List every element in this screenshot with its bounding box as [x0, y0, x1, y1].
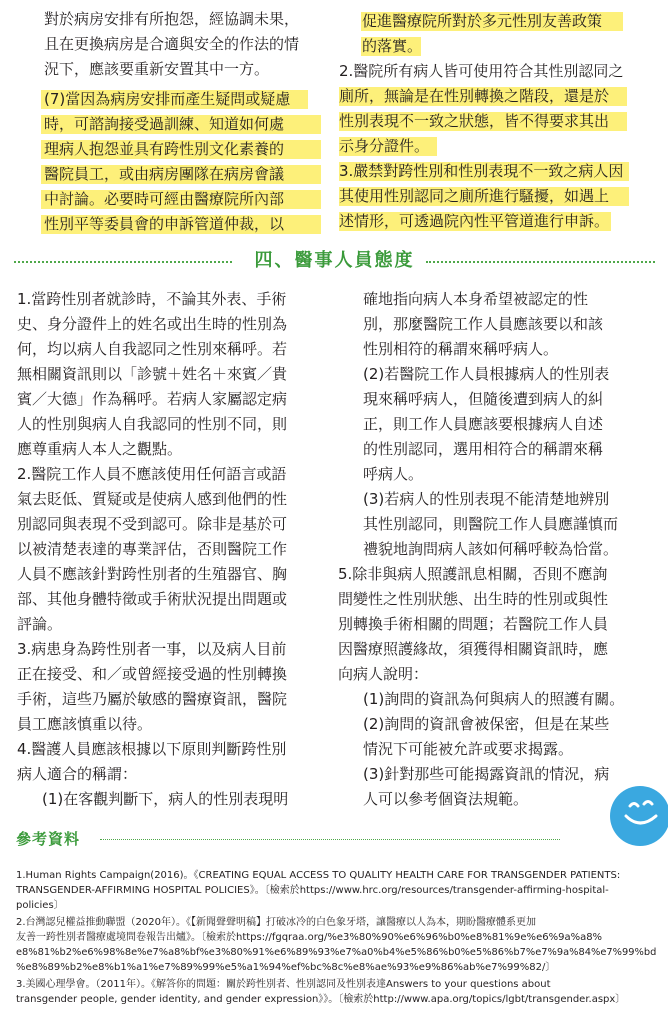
paragraph-line: 示身分證件。: [339, 137, 430, 155]
reference-line: 友善一跨性別者醫療處境問卷報告出爐》。〔檢索於https://fgqraa.org/%e3%80%90%e6%96%b0%e8%81%9e%e6%9a%a8%: [16, 932, 603, 943]
paragraph-line: 正在接受、和／或曾經接受過的性別轉換: [17, 665, 288, 683]
paragraph-line: 性別平等委員會的申訴管道仲裁，以: [44, 215, 285, 233]
paragraph-line: 況下，應該要重新安置其中一方。: [44, 60, 270, 78]
paragraph-line: 3.嚴禁對跨性別和性別表現不一致之病人因: [339, 162, 624, 180]
paragraph-line: 且在更換病房是合適與安全的作法的情: [44, 35, 300, 53]
paragraph-line: 5.除非與病人照護訊息相關，否則不應詢: [338, 565, 608, 583]
paragraph-line: 1.當跨性別者就診時，不論其外表、手術: [17, 290, 287, 308]
paragraph-line: 廁所，無論是在性別轉換之階段，還是於: [339, 87, 610, 105]
paragraph-line: 史、身分證件上的姓名或出生時的性別為: [17, 315, 288, 333]
section-heading: [14, 248, 655, 274]
paragraph-line: (2)若醫院工作人員根據病人的性別表: [363, 365, 610, 383]
paragraph-line: 醫院員工，或由病房團隊在病房會議: [44, 165, 285, 183]
divider: [426, 261, 655, 263]
divider: [100, 839, 560, 840]
paragraph-line: 正，則工作人員應該要根據病人自述: [363, 415, 604, 433]
paragraph-line: 以被清楚表達的專業評估，否則醫院工作: [17, 540, 288, 558]
paragraph-line: 病人適合的稱謂：: [17, 765, 138, 783]
reference-line: TRANSGENDER-AFFIRMING HOSPITAL POLICIES》。〔檢索於https://www.hrc.org/resources/transgender-affirming-hospital-: [16, 885, 609, 896]
reference-line: policies〕: [16, 900, 64, 911]
paragraph-line: 其使用性別認同之廁所進行騷擾，如遇上: [339, 187, 610, 205]
reference-line: 3.美國心理學會。（2011年）。《解答你的問題：關於跨性別者、性別認同及性別表達Answers to your questions about: [16, 979, 551, 990]
paragraph-line: 呼病人。: [363, 465, 424, 483]
paragraph-line: 述情形，可透過院內性平管道進行申訴。: [339, 212, 610, 230]
paragraph-line: 無相關資訊則以「診號＋姓名＋來賓／貴: [17, 365, 288, 383]
paragraph-line: 促進醫療院所對於多元性別友善政策: [362, 12, 603, 30]
paragraph-line: 員工應該慎重以待。: [17, 715, 153, 733]
paragraph-line: 別，那麼醫院工作人員應該要以和該: [363, 315, 604, 333]
paragraph-line: 的落實。: [362, 37, 423, 55]
paragraph-line: 對於病房安排有所抱怨，經協調未果，: [44, 10, 300, 28]
paragraph-line: 4.醫護人員應該根據以下原則判斷跨性別: [17, 740, 287, 758]
reference-line: 2.台灣認兒權益推動聯盟（2020年）。《【新聞聲聲明稿】打破冰冷的白色象牙塔，讓醫療以人為本，期盼醫療體系更加: [16, 917, 536, 928]
reference-line: %e8%89%b2%e8%b1%a1%e7%89%99%e5%a1%94%ef%bc%8c%e8%ae%93%e9%86%ab%e7%99%82/〕: [16, 962, 556, 973]
paragraph-line: 問變性之性別狀態、出生時的性別或與性: [338, 590, 609, 608]
paragraph-line: (7)當因為病房安排而產生疑問或疑慮: [44, 90, 291, 108]
paragraph-line: 人的性別與病人自我認同的性別不同，則: [17, 415, 288, 433]
paragraph-line: 向病人說明：: [338, 665, 429, 683]
references-title: 參考資料: [16, 830, 81, 848]
reference-line: 1.Human Rights Campaign(2016)。《CREATING EQUAL ACCESS TO QUALITY HEALTH CARE FOR TRANSGENDER PATIENTS:: [16, 870, 621, 881]
paragraph-line: 氣去貶低、質疑或是使病人感到他們的性: [17, 490, 288, 508]
smiley-face-icon: [606, 782, 668, 846]
paragraph-line: 何，均以病人自我認同之性別來稱呼。若: [17, 340, 288, 358]
paragraph-line: 性別表現不一致之狀態，皆不得要求其出: [339, 112, 610, 130]
paragraph-line: 因醫療照護緣故，須獲得相關資訊時，應: [338, 640, 609, 658]
paragraph-line: 2.醫院所有病人皆可使用符合其性別認同之: [339, 62, 624, 80]
reference-line: transgender people, gender identity, and gender expression》》。〔檢索於http://www.apa.org/topics/lgbt/transgender.aspx〕: [16, 994, 626, 1005]
paragraph-line: 評論。: [17, 615, 63, 633]
paragraph-line: 部、其他身體特徵或手術狀況提出問題或: [17, 590, 288, 608]
paragraph-line: 理病人抱怨並具有跨性別文化素養的: [44, 140, 285, 158]
paragraph-line: 其性別認同，則醫院工作人員應謹慎而: [363, 515, 619, 533]
paragraph-line: 中討論。必要時可經由醫療院所內部: [44, 190, 285, 208]
paragraph-line: 現來稱呼病人，但隨後遭到病人的糾: [363, 390, 604, 408]
paragraph-line: 別轉換手術相關的問題；若醫院工作人員: [338, 615, 609, 633]
paragraph-line: (3)針對那些可能揭露資訊的情況，病: [363, 765, 610, 783]
paragraph-line: 2.醫院工作人員不應該使用任何語言或語: [17, 465, 287, 483]
paragraph-line: 情況下可能被允許或要求揭露。: [363, 740, 574, 758]
section-title: 四、醫事人員態度: [254, 250, 415, 271]
paragraph-line: 3.病患身為跨性別者一事，以及病人目前: [17, 640, 287, 658]
paragraph-line: 應尊重病人本人之觀點。: [17, 440, 183, 458]
paragraph-line: 的性別認同，選用相符合的稱謂來稱: [363, 440, 604, 458]
paragraph-line: 人員不應該針對跨性別者的生殖器官、胸: [17, 565, 288, 583]
paragraph-line: 禮貌地詢問病人該如何稱呼較為恰當。: [363, 540, 619, 558]
paragraph-line: 手術，這些乃屬於敏感的醫療資訊，醫院: [17, 690, 288, 708]
paragraph-line: (2)詢問的資訊會被保密，但是在某些: [363, 715, 610, 733]
paragraph-line: 時，可諮詢接受過訓練、知道如何處: [44, 115, 285, 133]
paragraph-line: 確地指向病人本身希望被認定的性: [363, 290, 589, 308]
paragraph-line: 賓／大德」作為稱呼。若病人家屬認定病: [17, 390, 288, 408]
paragraph-line: (1)在客觀判斷下，病人的性別表現明: [42, 790, 289, 808]
paragraph-line: 性別相符的稱謂來稱呼病人。: [363, 340, 559, 358]
paragraph-line: (1)詢問的資訊為何與病人的照護有關。: [363, 690, 625, 708]
paragraph-line: (3)若病人的性別表現不能清楚地辨別: [363, 490, 610, 508]
paragraph-line: 人可以參考個資法規範。: [363, 790, 529, 808]
reference-line: e8%81%b2%e6%98%8e%e7%a8%bf%e3%80%91%e6%89%93%e7%a0%b4%e5%86%b0%e5%86%b7%e7%9a%84%e7%99%bd: [16, 947, 657, 958]
paragraph-line: 別認同與表現不受到認可。除非是基於可: [17, 515, 288, 533]
